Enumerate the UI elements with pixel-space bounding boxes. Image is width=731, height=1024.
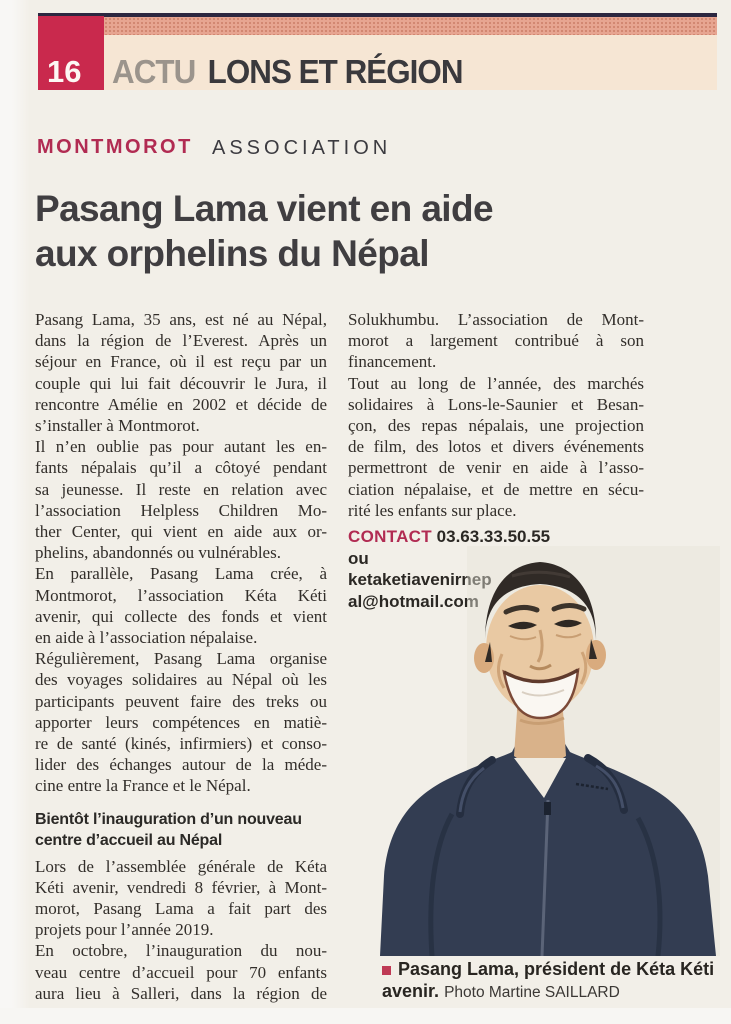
- subheading: Bientôt l’inauguration d’un nouveau centre d’accueil au Népal: [35, 810, 302, 849]
- caption-text: Pasang Lama, président de Kéta Kéti avenir.: [382, 959, 715, 1001]
- paragraph: Il n’en oublie pas pour autant les en- fants népalais qu’il a côtoyé pendant sa jeunesse. Il reste en relation avec l’association Helpless Children Mo- ther Center, qui vient en aide aux or- phelins, abandonnés ou vulnérables.: [35, 437, 327, 563]
- section-title: [112, 55, 463, 89]
- ear-right: [586, 640, 606, 670]
- caption-credit: Photo Martine SAILLARD: [444, 984, 620, 1001]
- contact-line-phone: [348, 526, 644, 548]
- contact-email-line2: al@hotmail.com: [348, 591, 479, 611]
- contact-phone: 03.63.33.50.55: [436, 527, 551, 547]
- headline-line1: Pasang Lama vient en aide: [35, 188, 493, 229]
- kicker-category: ASSOCIATION: [212, 137, 392, 159]
- paragraph: En parallèle, Pasang Lama crée, à Montmorot, l’association Kéta Kéti avenir, qui collecte des fonds et vient en aide à l’association népalaise.: [35, 564, 327, 648]
- section-title-region: LONS ET RÉGION: [207, 53, 463, 90]
- kicker: [37, 136, 392, 159]
- caption-bullet-icon: [382, 966, 391, 975]
- contact-line-ou: ou: [348, 548, 369, 568]
- article-column-left: [35, 309, 327, 1004]
- header-pink-band: [104, 17, 717, 35]
- article-headline: [35, 186, 493, 276]
- headline-line2: aux orphelins du Népal: [35, 233, 429, 274]
- zipper-pull: [544, 802, 551, 815]
- page-number-box: [38, 16, 104, 90]
- paragraph: Lors de l’assemblée générale de Kéta Kéti avenir, vendredi 8 février, à Mont- morot, Pasang Lama a fait part des projets pour l’année 2019.: [35, 856, 327, 940]
- paragraph: Régulièrement, Pasang Lama organise des voyages solidaires au Népal où les participants peuvent faire des treks ou apporter leurs compétences en matiè- re de santé (kinés, infirmiers) et conso- lider des échanges autour de la méde- cine entre la France et le Népal.: [35, 649, 327, 796]
- paragraph: Solukhumbu. L’association de Mont- morot a largement contribué à son financement.: [348, 310, 644, 372]
- paragraph: Pasang Lama, 35 ans, est né au Népal, dans la région de l’Everest. Après un séjour en France, où il est reçu par un couple qui lui fait découvrir le Jura, il rencontre Amélie en 2002 et décide de s’installer à Montmorot.: [35, 310, 327, 436]
- photo-caption: [382, 958, 720, 1004]
- page-bottom-margin: [0, 1008, 731, 1024]
- contact-label: CONTACT: [348, 527, 432, 547]
- photo-pasang-lama: [372, 546, 720, 956]
- contact-email-line1: ketaketiavenirnep: [348, 570, 492, 590]
- page-left-margin: [0, 0, 30, 1024]
- paragraph: Tout au long de l’année, des marchés solidaires à Lons-le-Saunier et Besan- çon, des repas népalais, une projection de film, des lotos et divers événements permettront de venir en aide à l’asso- ciation népalaise, et de mettre en sécu- rité les enfants sur place.: [348, 373, 644, 520]
- kicker-location: MONTMOROT: [37, 136, 193, 158]
- section-title-actu: ACTU: [112, 53, 196, 90]
- paragraph: En octobre, l’inauguration du nou- veau centre d’accueil pour 70 enfants aura lieu à Salleri, dans la région de: [35, 941, 327, 1003]
- page-number: 16: [47, 54, 82, 89]
